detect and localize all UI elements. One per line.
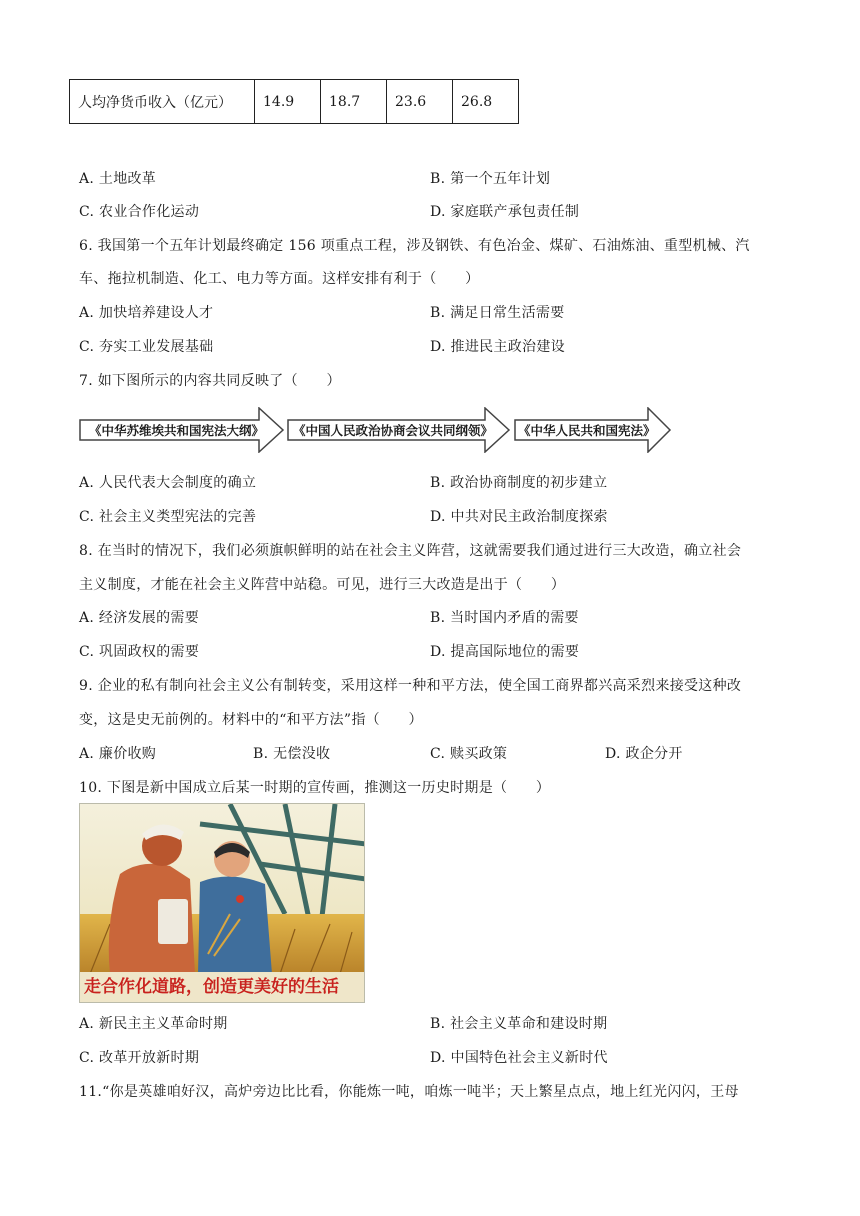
q7-option-b: B. 政治协商制度的初步建立 bbox=[430, 475, 608, 491]
poster-caption: 走合作化道路，创造更美好的生活 bbox=[80, 972, 364, 1002]
table-cell: 14.9 bbox=[255, 80, 321, 124]
arrow-label: 《中华人民共和国宪法》 bbox=[518, 423, 656, 438]
table-header-cell: 人均净货币收入（亿元） bbox=[70, 80, 255, 124]
q8-option-b: B. 当时国内矛盾的需要 bbox=[430, 610, 579, 626]
q8-stem-line2: 主义制度，才能在社会主义阵营中站稳。可见，进行三大改造是出于（ ） bbox=[79, 577, 566, 593]
arrow-box-common-program bbox=[287, 407, 511, 453]
q6-stem-line2: 车、拖拉机制造、化工、电力等方面。这样安排有利于（ ） bbox=[79, 271, 480, 287]
table-cell: 23.6 bbox=[387, 80, 453, 124]
table-cell: 18.7 bbox=[321, 80, 387, 124]
arrow-label: 《中国人民政治协商会议共同纲领》 bbox=[293, 423, 494, 438]
q6-stem-line1: 6. 我国第一个五年计划最终确定 156 项重点工程，涉及钢铁、有色冶金、煤矿、石油炼油、重型机械、汽 bbox=[79, 238, 750, 254]
q9-stem-line1: 9. 企业的私有制向社会主义公有制转变，采用这样一种和平方法，使全国工商界都兴高采烈来接受这种改 bbox=[79, 678, 742, 694]
q6-option-a: A. 加快培养建设人才 bbox=[79, 305, 214, 321]
q7-option-a: A. 人民代表大会制度的确立 bbox=[79, 475, 257, 491]
q8-option-a: A. 经济发展的需要 bbox=[79, 610, 200, 626]
q10-stem: 10. 下图是新中国成立后某一时期的宣传画，推测这一历史时期是（ ） bbox=[79, 780, 551, 796]
q8-option-c: C. 巩固政权的需要 bbox=[79, 644, 200, 660]
q6-option-c: C. 夯实工业发展基础 bbox=[79, 339, 214, 355]
q8-stem-line1: 8. 在当时的情况下，我们必须旗帜鲜明的站在社会主义阵营，这就需要我们通过进行三大改造，确立社会 bbox=[79, 543, 742, 559]
q9-option-c: C. 赎买政策 bbox=[430, 746, 508, 762]
q11-stem-line1: 11.“你是英雄咱好汉，高炉旁边比比看，你能炼一吨，咱炼一吨半；天上繁星点点，地上红光闪闪，王母 bbox=[79, 1084, 739, 1100]
q7-stem: 7. 如下图所示的内容共同反映了（ ） bbox=[79, 373, 341, 389]
q5-option-a: A. 土地改革 bbox=[79, 171, 157, 187]
q9-option-a: A. 廉价收购 bbox=[79, 746, 157, 762]
q5-option-d: D. 家庭联产承包责任制 bbox=[430, 204, 580, 220]
table-cell: 26.8 bbox=[453, 80, 519, 124]
q7-option-c: C. 社会主义类型宪法的完善 bbox=[79, 509, 257, 525]
q9-option-d: D. 政企分开 bbox=[605, 746, 683, 762]
q5-option-c: C. 农业合作化运动 bbox=[79, 204, 200, 220]
q6-option-d: D. 推进民主政治建设 bbox=[430, 339, 565, 355]
q8-option-d: D. 提高国际地位的需要 bbox=[430, 644, 580, 660]
arrow-box-prc-constitution bbox=[514, 407, 672, 453]
arrow-box-constitution-outline bbox=[79, 407, 285, 453]
propaganda-poster bbox=[79, 803, 365, 1003]
table-row bbox=[70, 80, 519, 124]
q6-option-b: B. 满足日常生活需要 bbox=[430, 305, 565, 321]
arrow-label: 《中华苏维埃共和国宪法大纲》 bbox=[89, 423, 265, 438]
q5-option-b: B. 第一个五年计划 bbox=[430, 171, 551, 187]
q10-option-d: D. 中国特色社会主义新时代 bbox=[430, 1050, 608, 1066]
q9-option-b: B. 无偿没收 bbox=[253, 746, 331, 762]
income-table bbox=[69, 79, 519, 124]
q10-option-b: B. 社会主义革命和建设时期 bbox=[430, 1016, 608, 1032]
q7-option-d: D. 中共对民主政治制度探索 bbox=[430, 509, 608, 525]
q10-option-a: A. 新民主主义革命时期 bbox=[79, 1016, 228, 1032]
q9-stem-line2: 变，这是史无前例的。材料中的“和平方法”指（ ） bbox=[79, 712, 423, 728]
q10-option-c: C. 改革开放新时期 bbox=[79, 1050, 200, 1066]
